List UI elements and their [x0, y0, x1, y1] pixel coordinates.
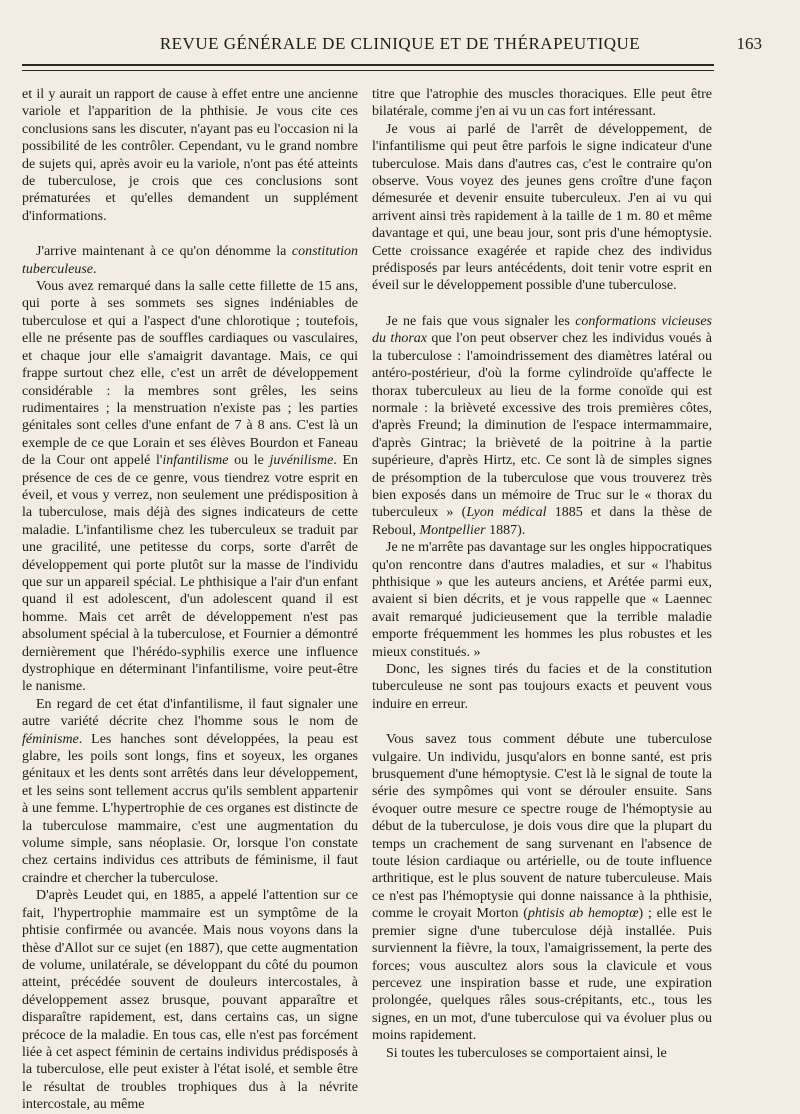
italic-term: Lyon médical	[466, 505, 547, 521]
paragraph: D'après Leudet qui, en 1885, a appelé l'attention sur ce fait, l'hypertrophie mammaire est un symptôme de la phtisie confirmée ou avancée. Mais nous voyons dans la thèse d'Allot sur ce sujet (en 1887), que cette augmentation de volume, unilatérale, se développant du côté du poumon atteint, précédée souvent de douleurs intercostales, à développement assez brusque, pouvant apparaître et disparaître rapidement, est, dans certains cas, un signe précoce de la maladie. En tous cas, elle n'est pas forcément liée à cet aspect féminin de certains individus prédisposés à la tuberculose, elle peut exister à l'état isolé, et semble être le résultat de troubles trophiques dus à la névrite intercostale, au même	[22, 888, 358, 1113]
paragraph: Vous avez remarqué dans la salle cette fillette de 15 ans, qui porte à ses sommets ses signes indéniables de tuberculose et qui a l'aspect d'une chlorotique ; toutefois, elle ne présente pas de souffles cardiaques ou vasculaires, et chaque jour elle s'amaigrit davantage. Mais, ce qui frappe surtout chez elle, c'est un arrêt de développement considérable : la membres sont grêles, les seins rudimentaires ; la menstruation n'existe pas ; les parties génitales sont celles d'une enfant de 7 à 8 ans. C'est là un exemple de ce que Lorain et ses élèves Bourdon et Faneau de la Cour ont appelé l'infantilisme ou le juvénilisme. En présence de ces de ce genre, vous tiendrez votre esprit en éveil, et vous y verrez, non seulement une prédisposition à la tuberculose, mais déjà des signes indicateurs de cette maladie. L'infantilisme chez les tuberculeux se traduit par une gracilité, une petitesse du corps, sorte d'arrêt de développement qui porte plutôt sur la masse de l'individu que sur un appareil spécial. Le phthisique a l'air d'un enfant quand il est adolescent, d'un adolescent quand il est homme. Mais cet arrêt de développement n'est pas absolument spécial à la tuberculose, et Fournier a démontré dernièrement que l'hérédo-syphilis exerce une influence dystrophique en déterminant l'infantilisme, voire peut-être le nanisme.	[22, 279, 358, 695]
italic-term: Montpellier	[419, 522, 486, 538]
paragraph: et il y aurait un rapport de cause à effet entre une ancienne variole et l'apparition de la phthisie. Je vous cite ces conclusions sans les discuter, n'ayant pas eu l'occasion ni la possibilité de les contrôler. Cependant, vu le grand nombre de sujets qui, après avoir eu la variole, n'ont pas été atteints de tuberculose, je crois que ces conclusions sont prématurées et qu'elles demandent un supplément d'informations.	[22, 87, 358, 224]
paragraph: Je ne m'arrête pas davantage sur les ongles hippocratiques qu'on rencontre dans d'autres maladies, et sur « l'habitus phthisique » que les auteurs anciens, et Arétée parmi eux, avaient si bien décrits, et je vous rappelle que « Laennec avait remarqué judicieusement que la terrible maladie emporte fréquemment les hommes les plus robustes et les mieux constitués. »	[372, 540, 712, 660]
running-title: REVUE GÉNÉRALE DE CLINIQUE ET DE THÉRAPEUTIQUE	[159, 34, 641, 53]
paragraph: Je vous ai parlé de l'arrêt de développement, de l'infantilisme qui peut être parfois le signe indicateur d'une tuberculose. Mais dans d'autres cas, c'est le contraire qu'on observe. Vous voyez des jeunes gens croître d'une façon démesurée et devenir ensuite tuberculeux. J'en ai vu qui arrivent ainsi très rapidement à la taille de 1 m. 80 et même davantage et qui, une beau jour, sont pris d'une hémoptysie. Cette croissance exagérée et rapide chez des individus prédisposés par leurs antécédents, doit tenir votre esprit en éveil sur le développement possible d'une tuberculose.	[372, 121, 712, 294]
header-rule-thin	[22, 70, 714, 71]
header-rule-thick	[22, 64, 714, 66]
italic-term: féminisme	[22, 731, 79, 747]
paragraph: Vous savez tous comment débute une tuberculose vulgaire. Un individu, jusqu'alors en bonne santé, est pris brusquement d'une hémoptysie. C'est là le signal de toute la série des sympômes qui vont se dérouler ensuite. Sans évoquer outre mesure ce spectre rouge de l'hémoptysie au début de la tuberculose, je dois vous dire que la plupart du temps un crachement de sang survenant en l'absence de toute lésion cardiaque ou artérielle, ou de toute influence arthritique, est le plus souvent de nature tuberculeuse. Mais ce n'est pas l'hémoptysie qui donne naissance à la phthisie, comme le croyait Morton (phtisis ab hemoptœ) ; elle est le premier signe d'une tuberculose déjà installée. Puis surviennent la fièvre, la toux, l'amaigrissement, la perte des forces; vous auscultez alors sous la clavicule et vous percevez une inspiration basse et rude, une expiration prolongée, quelques râles sous-crépitants, etc., tous les signes, en un mot, d'une tuberculose qui va évoluer plus ou moins rapidement.	[372, 732, 712, 1044]
left-column	[22, 86, 358, 1114]
right-column	[372, 86, 712, 1062]
running-head	[22, 34, 778, 60]
paragraph: titre que l'atrophie des muscles thoraciques. Elle peut être bilatérale, comme j'en ai vu un cas fort intéressant.	[372, 87, 712, 120]
paragraph: Je ne fais que vous signaler les conformations vicieuses du thorax que l'on peut observer chez les individus voués à la tuberculose : l'amoindrissement des diamètres latéral ou antéro-postérieur, d'où la forme cylindroïde qu'affecte le thorax tuberculeux au lieu de la forme conoïde qui est normale : la brièveté excessive des trois premières côtes, d'après Freund; la diminution de l'espace intermammaire, d'après Gintrac; la brièveté de la poitrine à la partie supérieure, d'après Hirtz, etc. Ce sont là de simples signes de présomption de la tuberculose que vous trouverez très bien exposés dans un mémoire de Truc sur le « thorax du tuberculeux » (Lyon médical 1885 et dans la thèse de Reboul, Montpellier 1887).	[372, 313, 713, 538]
paragraph: En regard de cet état d'infantilisme, il faut signaler une autre variété décrite chez l'homme sous le nom de féminisme. Les hanches sont développées, la peau est glabre, les poils sont longs, fins et soyeux, les organes génitaux et les dents sont arrêtés dans leur développement, et les seins sont tellement accrus qu'ils semblent appartenir à une femme. L'hypertrophie de ces organes est distincte de la tuberculose mammaire, c'est une augmentation du volume simple, sans néoplasie. Or, lorsque l'on constate chez certains individus ces attributs de féminisme, il faut craindre et chercher la tuberculose.	[22, 696, 358, 886]
italic-term: constitution tuberculeuse	[22, 244, 358, 277]
italic-term: conformations vicieuses du thorax	[372, 313, 713, 347]
italic-term: juvénilisme	[269, 453, 334, 469]
italic-term: phtisis ab hemoptœ	[527, 906, 639, 922]
paragraph: Si toutes les tuberculoses se comportaient ainsi, le	[386, 1045, 667, 1061]
page-number: 163	[736, 34, 762, 53]
paragraph: J'arrive maintenant à ce qu'on dénomme la constitution tuberculeuse.	[22, 244, 358, 277]
paragraph: Donc, les signes tirés du facies et de la constitution tuberculeuse ne sont pas toujours exacts et peuvent vous induire en erreur.	[372, 662, 712, 712]
italic-term: infantilisme	[162, 453, 229, 469]
